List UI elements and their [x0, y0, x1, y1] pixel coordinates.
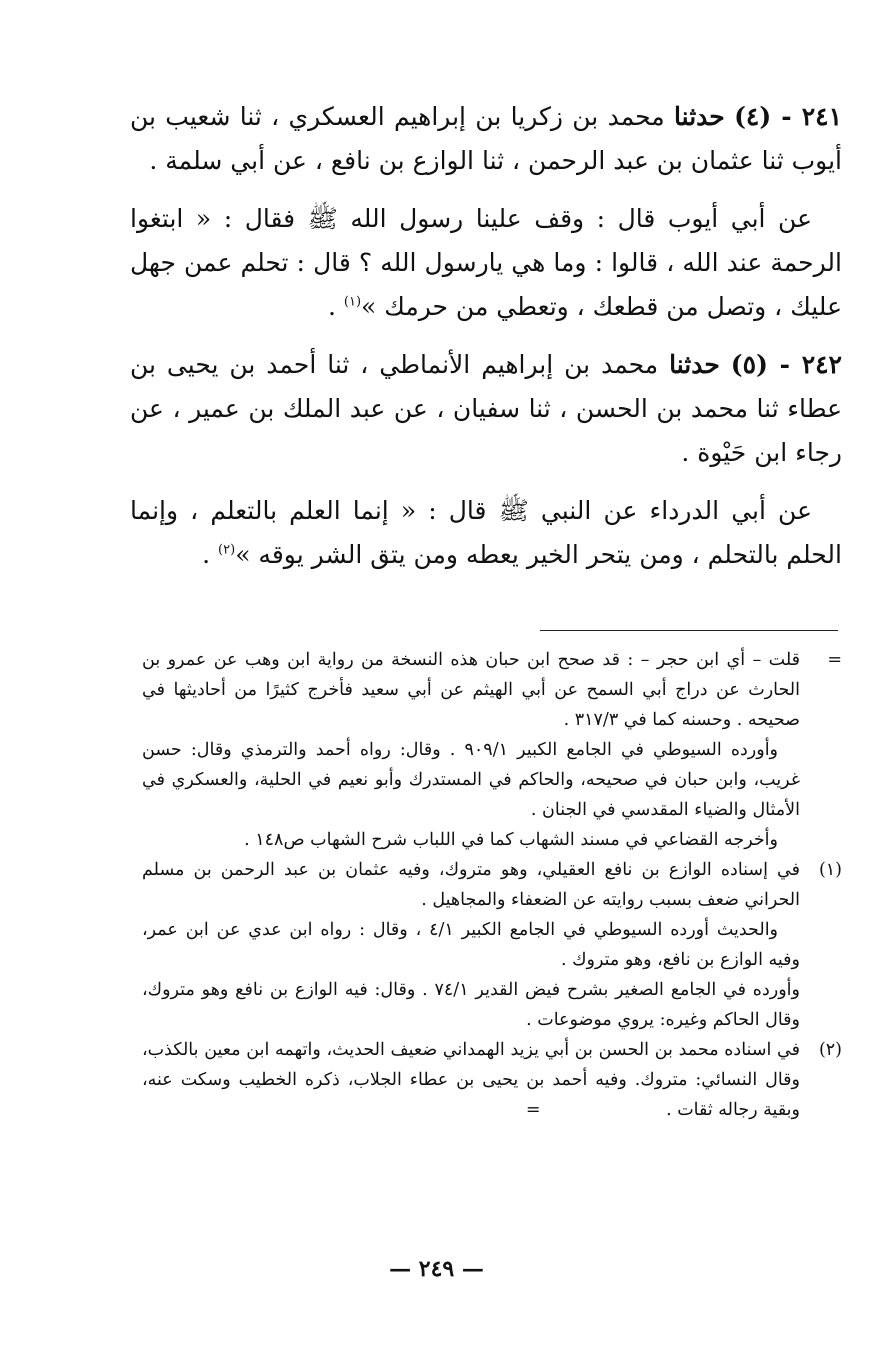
footnote-item: [142, 645, 842, 735]
footnote-marker: [800, 915, 842, 975]
footnote-item: [142, 825, 842, 855]
footnote-item: [142, 1035, 842, 1125]
matn-end: .: [202, 540, 219, 569]
hadith-242-matn: [130, 489, 842, 577]
footnotes: [142, 645, 842, 1125]
hadith-number: ٢٤٢ - (٥): [730, 350, 842, 379]
footnote-marker: (٢): [818, 1040, 842, 1060]
footnote-text: قلت – أي ابن حجر – : قد صحح ابن حبان هذه النسخة من رواية ابن وهب عن عمرو بن الحارث عن دراج أبي السمح عن أبي الهيثم عن أبي سعيد فأخرج كثيرًا من أحاديثها في صحيحه . وحسنه كما في ٣١٧/٣ .: [142, 650, 800, 730]
matn-text: عن أبي الدرداء عن النبي ﷺ قال : « إنما العلم بالتعلم ، وإنما الحلم بالتحلم ، ومن يتحر الخير يعطه ومن يتق الشر يوقه »: [130, 496, 842, 569]
main-text: [130, 95, 842, 591]
footnote-ref: (٢): [218, 542, 236, 558]
matn-text: عن أبي أيوب قال : وقف علينا رسول الله ﷺ فقال : « ابتغوا الرحمة عند الله ، قالوا : وما هي يارسول الله ؟ قال : تحلم عمن جهل عليك ، وتصل من قطعك ، وتعطي من حرمك »: [130, 204, 842, 321]
haddathana: حدثنا: [669, 350, 720, 379]
footnote-item: [142, 735, 842, 825]
footnote-separator: [540, 630, 838, 631]
footnote-text: وأخرجه القضاعي في مسند الشهاب كما في اللباب شرح الشهاب ص١٤٨ .: [244, 830, 778, 850]
footnote-text: وأورده السيوطي في الجامع الكبير ٩٠٩/١ . وقال: رواه أحمد والترمذي وقال: حسن غريب، وابن حبان في صحيحه، والحاكم في المستدرك وأبو نعيم في الحلية، والعسكري في الأمثال والضياء المقدسي في الجنان .: [142, 740, 800, 820]
footnote-text: وأورده في الجامع الصغير بشرح فيض القدير ٧٤/١ . وقال: فيه الوازع بن نافع وهو متروك، وقال الحاكم وغيره: يروي موضوعات .: [142, 980, 800, 1030]
footnote-text: في إسناده الوازع بن نافع العقيلي، وهو متروك، وفيه عثمان بن عبد الرحمن بن مسلم الحراني ضعف بسبب روايته عن الضعفاء والمجاهيل .: [142, 860, 800, 910]
isnad-text: محمد بن زكريا بن إبراهيم العسكري ، ثنا شعيب بن أيوب ثنا عثمان بن عبد الرحمن ، ثنا الوازع بن نافع ، عن أبي سلمة .: [130, 102, 842, 175]
footnote-ref: (١): [343, 294, 362, 310]
page-number: — ٢٤٩ —: [389, 1256, 484, 1282]
footnote-item: [142, 975, 842, 1035]
continuation-marker: =: [525, 1100, 541, 1120]
hadith-242-isnad: [130, 343, 842, 475]
footnote-body: في اسناده محمد بن الحسن بن أبي يزيد الهمداني ضعيف الحديث، واتهمه ابن معين بالكذب، وقال النسائي: متروك. وفيه أحمد بن يحيى بن عطاء الجلاب، ذكره الخطيب وسكت عنه، وبقية رجاله ثقات .: [142, 1040, 800, 1120]
hadith-241-matn: [130, 197, 842, 329]
isnad-text: محمد بن إبراهيم الأنماطي ، ثنا أحمد بن يحيى بن عطاء ثنا محمد بن الحسن ، ثنا سفيان ، عن عبد الملك بن عمير ، عن رجاء ابن حَيْوة .: [130, 350, 842, 467]
hadith-number: ٢٤١ - (٤): [734, 102, 843, 131]
footnote-marker: [800, 735, 842, 825]
footnote-marker: [800, 975, 842, 1035]
footnote-item: [142, 855, 842, 915]
footnote-text: [142, 1035, 800, 1125]
footnote-item: [142, 915, 842, 975]
footnote-text: والحديث أورده السيوطي في الجامع الكبير ٤/١ ، وقال : رواه ابن عدي عن ابن عمر، وفيه الوازع بن نافع، وهو متروك .: [142, 920, 800, 970]
matn-end: .: [327, 292, 344, 321]
footnote-marker: =: [827, 650, 842, 670]
footnote-marker: (١): [818, 860, 842, 880]
hadith-241-isnad: [130, 95, 842, 183]
haddathana: حدثنا: [674, 102, 725, 131]
footnote-marker: [800, 825, 842, 855]
